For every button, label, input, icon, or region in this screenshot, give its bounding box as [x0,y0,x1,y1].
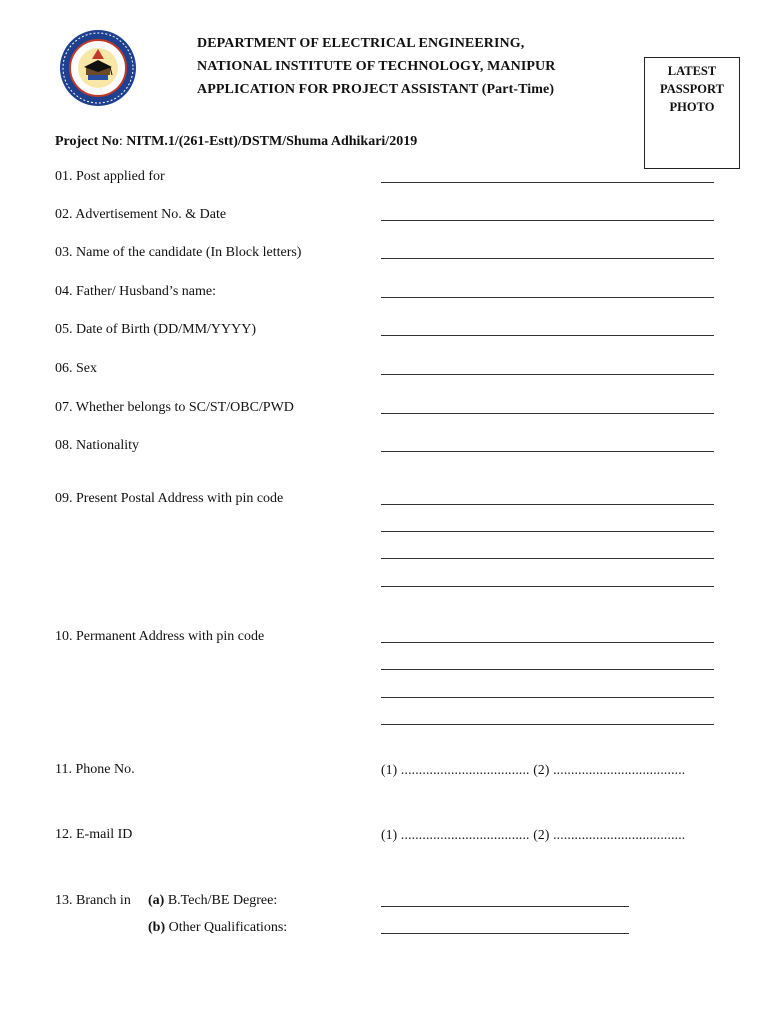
project-number [55,134,417,150]
header-line-3: APPLICATION FOR PROJECT ASSISTANT (Part-Time) [197,82,555,97]
project-prefix: Project No [55,134,119,149]
branch-btech-label [148,893,277,909]
present-address-line-3[interactable] [381,558,714,559]
permanent-address-line-1[interactable] [381,642,714,643]
field-label-post: 01. Post applied for [55,169,165,184]
field-label-candidate-name: 03. Name of the candidate (In Block letters) [55,245,302,260]
photo-box-line-1: LATEST [667,64,717,78]
field-label-father-husband: 04. Father/ Husband’s name: [55,284,216,299]
nationality-input-line[interactable] [381,451,714,452]
project-colon: : [118,134,127,149]
nit-manipur-emblem-icon [57,27,139,109]
photo-box-line-2: PASSPORT [660,82,724,96]
advertisement-input-line[interactable] [381,220,714,221]
field-label-dob: 05. Date of Birth (DD/MM/YYYY) [55,322,257,337]
branch-a-text: B.Tech/BE Degree: [164,893,278,908]
branch-b-text: Other Qualifications: [165,920,288,935]
post-input-line[interactable] [381,182,714,183]
branch-other-label [148,920,287,936]
sex-input-line[interactable] [381,374,714,375]
present-address-line-4[interactable] [381,586,714,587]
email-input-dots[interactable]: (1) .................................... (2) ..................................... [381,827,686,842]
phone-input-dots[interactable]: (1) .................................... (2) ..................................... [381,762,686,777]
field-label-present-address: 09. Present Postal Address with pin code [55,491,284,506]
btech-input-line[interactable] [381,906,629,907]
field-label-advertisement: 02. Advertisement No. & Date [55,207,227,222]
category-input-line[interactable] [381,413,714,414]
project-number-value: NITM.1/(261-Estt)/DSTM/Shuma Adhikari/2019 [126,134,418,149]
present-address-line-1[interactable] [381,504,714,505]
field-label-phone: 11. Phone No. [55,762,135,777]
present-address-line-2[interactable] [381,531,714,532]
field-label-permanent-address: 10. Permanent Address with pin code [55,629,265,644]
branch-b-tag: (b) [148,920,166,935]
institute-logo [57,27,139,109]
photo-box-line-3: PHOTO [669,100,715,114]
candidate-name-input-line[interactable] [381,258,714,259]
field-label-sex: 06. Sex [55,361,97,376]
permanent-address-line-2[interactable] [381,669,714,670]
other-qualifications-input-line[interactable] [381,933,629,934]
header-line-2: NATIONAL INSTITUTE OF TECHNOLOGY, MANIPUR [197,59,556,74]
permanent-address-line-3[interactable] [381,697,714,698]
field-label-email: 12. E-mail ID [55,827,133,842]
header-line-1: DEPARTMENT OF ELECTRICAL ENGINEERING, [197,36,525,51]
father-husband-input-line[interactable] [381,297,714,298]
dob-input-line[interactable] [381,335,714,336]
passport-photo-box[interactable] [644,57,740,169]
field-label-nationality: 08. Nationality [55,438,139,453]
permanent-address-line-4[interactable] [381,724,714,725]
field-label-branch: 13. Branch in [55,893,131,908]
field-label-category: 07. Whether belongs to SC/ST/OBC/PWD [55,400,294,415]
branch-a-tag: (a) [148,893,165,908]
